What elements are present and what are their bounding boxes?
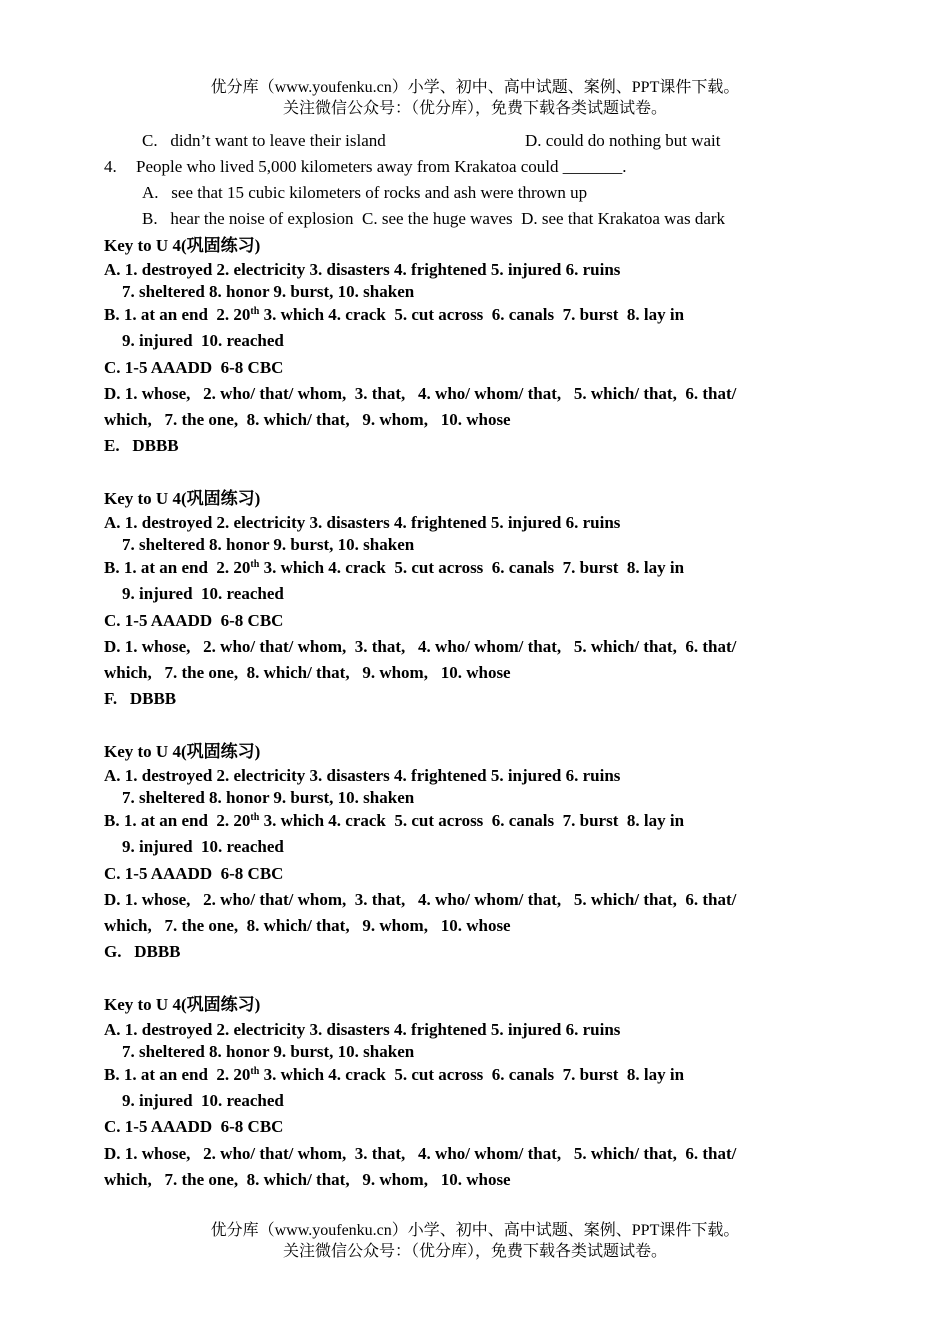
- key-block-4-c: C. 1-5 AAADD 6-8 CBC: [104, 1117, 284, 1136]
- question-3-option-d: D. could do nothing but wait: [525, 131, 721, 150]
- key-block-1-c: C. 1-5 AAADD 6-8 CBC: [104, 358, 284, 377]
- key-block-2-a-line-2: 7. sheltered 8. honor 9. burst, 10. shaken: [122, 535, 415, 554]
- question-4-number: 4.: [104, 157, 117, 176]
- key-block-3-c: C. 1-5 AAADD 6-8 CBC: [104, 864, 284, 883]
- key-block-1-d-line-2: which, 7. the one, 8. which/ that, 9. whom, 10. whose: [104, 410, 511, 429]
- key-block-1-a-line-2: 7. sheltered 8. honor 9. burst, 10. shaken: [122, 282, 415, 301]
- key-block-4-a-line-2: 7. sheltered 8. honor 9. burst, 10. shaken: [122, 1042, 415, 1061]
- key-block-2-b-line-2: 9. injured 10. reached: [122, 584, 284, 603]
- key-block-4-a-line-1: A. 1. destroyed 2. electricity 3. disasters 4. frightened 5. injured 6. ruins: [104, 1020, 621, 1039]
- question-3-option-c: C. didn’t want to leave their island: [142, 131, 386, 150]
- footer-line-1: 优分库（www.youfenku.cn）小学、初中、高中试题、案例、PPT课件下载。: [210, 1222, 740, 1239]
- key-block-4-b-line-2: 9. injured 10. reached: [122, 1091, 284, 1110]
- page-footer: [0, 1220, 950, 1262]
- key-block-4-d-line-2: which, 7. the one, 8. which/ that, 9. whom, 10. whose: [104, 1170, 511, 1189]
- page-header: [0, 77, 950, 119]
- key-block-3-title: Key to U 4(巩固练习): [104, 742, 261, 761]
- key-block-1-b-line-1: B. 1. at an end 2. 20th 3. which 4. crack 5. cut across 6. canals 7. burst 8. lay in: [104, 305, 685, 324]
- key-block-1-a-line-1: A. 1. destroyed 2. electricity 3. disasters 4. frightened 5. injured 6. ruins: [104, 260, 621, 279]
- key-block-4-d-line-1: D. 1. whose, 2. who/ that/ whom, 3. that, 4. who/ whom/ that, 5. which/ that, 6. that/: [104, 1144, 737, 1163]
- key-block-4-b-line-1: B. 1. at an end 2. 20th 3. which 4. crack 5. cut across 6. canals 7. burst 8. lay in: [104, 1065, 685, 1084]
- key-block-3-a-line-2: 7. sheltered 8. honor 9. burst, 10. shaken: [122, 788, 415, 807]
- key-block-2-d-line-1: D. 1. whose, 2. who/ that/ whom, 3. that, 4. who/ whom/ that, 5. which/ that, 6. that/: [104, 637, 737, 656]
- key-block-3-b-line-2: 9. injured 10. reached: [122, 837, 284, 856]
- header-line-1: 优分库（www.youfenku.cn）小学、初中、高中试题、案例、PPT课件下载。: [210, 79, 740, 96]
- key-block-2-f: F. DBBB: [104, 689, 177, 708]
- key-block-4-title: Key to U 4(巩固练习): [104, 995, 261, 1014]
- key-block-3-d-line-2: which, 7. the one, 8. which/ that, 9. whom, 10. whose: [104, 916, 511, 935]
- footer-line-2: 关注微信公众号：（优分库），免费下载各类试题试卷。: [282, 1243, 667, 1260]
- key-block-1-d-line-1: D. 1. whose, 2. who/ that/ whom, 3. that, 4. who/ whom/ that, 5. which/ that, 6. that/: [104, 384, 737, 403]
- key-block-1-title: Key to U 4(巩固练习): [104, 236, 261, 255]
- key-block-3-a-line-1: A. 1. destroyed 2. electricity 3. disasters 4. frightened 5. injured 6. ruins: [104, 766, 621, 785]
- key-block-3-g: G. DBBB: [104, 942, 181, 961]
- question-4-text: People who lived 5,000 kilometers away from Krakatoa could _______.: [136, 157, 627, 176]
- header-line-2: 关注微信公众号：（优分库），免费下载各类试题试卷。: [282, 100, 667, 117]
- key-block-3-d-line-1: D. 1. whose, 2. who/ that/ whom, 3. that, 4. who/ whom/ that, 5. which/ that, 6. that/: [104, 890, 737, 909]
- key-block-2-d-line-2: which, 7. the one, 8. which/ that, 9. whom, 10. whose: [104, 663, 511, 682]
- key-block-3-b-line-1: B. 1. at an end 2. 20th 3. which 4. crack 5. cut across 6. canals 7. burst 8. lay in: [104, 811, 685, 830]
- key-block-1-e: E. DBBB: [104, 436, 179, 455]
- key-block-2-a-line-1: A. 1. destroyed 2. electricity 3. disasters 4. frightened 5. injured 6. ruins: [104, 513, 621, 532]
- question-4-option-a: A. see that 15 cubic kilometers of rocks and ash were thrown up: [142, 183, 588, 202]
- key-block-2-title: Key to U 4(巩固练习): [104, 489, 261, 508]
- key-block-1-b-line-2: 9. injured 10. reached: [122, 331, 284, 350]
- question-4-options-bcd: B. hear the noise of explosion C. see the huge waves D. see that Krakatoa was dark: [142, 209, 726, 228]
- key-block-2-c: C. 1-5 AAADD 6-8 CBC: [104, 611, 284, 630]
- key-block-2-b-line-1: B. 1. at an end 2. 20th 3. which 4. crack 5. cut across 6. canals 7. burst 8. lay in: [104, 558, 685, 577]
